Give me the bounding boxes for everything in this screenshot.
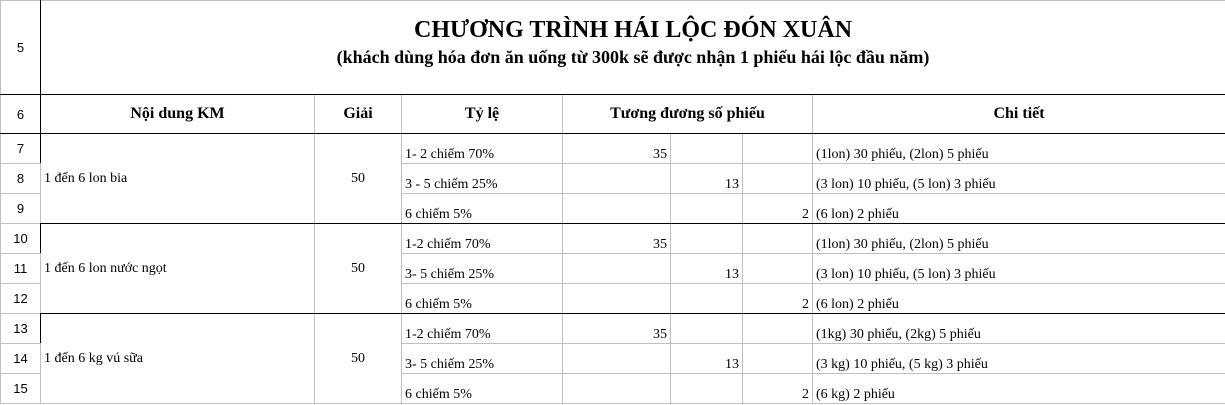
header-tickets[interactable]: Tương đương số phiếu — [563, 95, 813, 134]
group-prize-cell[interactable]: 50 — [315, 134, 402, 224]
tickets-cell-2[interactable]: 13 — [671, 164, 743, 194]
rate-cell[interactable]: 1- 2 chiếm 70% — [402, 134, 563, 164]
tickets-cell-2[interactable] — [671, 134, 743, 164]
group-prize-cell[interactable]: 50 — [315, 314, 402, 404]
group-name-cell[interactable]: 1 đến 6 kg vú sữa — [41, 314, 315, 404]
detail-cell[interactable]: (1lon) 30 phiếu, (2lon) 5 phiếu — [813, 224, 1225, 254]
tickets-cell-2[interactable]: 13 — [671, 344, 743, 374]
tickets-cell-2[interactable] — [671, 194, 743, 224]
tickets-cell-2[interactable] — [671, 224, 743, 254]
rate-cell[interactable]: 3- 5 chiếm 25% — [402, 344, 563, 374]
tickets-cell-1[interactable]: 35 — [563, 134, 671, 164]
rate-cell[interactable]: 1-2 chiếm 70% — [402, 224, 563, 254]
sheet-row-5 — [1, 1, 1225, 95]
tickets-cell-1[interactable] — [563, 194, 671, 224]
page-subtitle: (khách dùng hóa đơn ăn uống từ 300k sẽ được nhận 1 phiếu hái lộc đầu năm) — [336, 47, 930, 67]
row-header-12[interactable]: 12 — [1, 284, 41, 314]
tickets-cell-3[interactable]: 2 — [743, 194, 813, 224]
row-header-5[interactable]: 5 — [1, 1, 41, 95]
rate-cell[interactable]: 3 - 5 chiếm 25% — [402, 164, 563, 194]
tickets-cell-2[interactable] — [671, 314, 743, 344]
detail-cell[interactable]: (6 lon) 2 phiếu — [813, 194, 1225, 224]
rate-cell[interactable]: 6 chiếm 5% — [402, 374, 563, 404]
rate-cell[interactable]: 6 chiếm 5% — [402, 284, 563, 314]
row-header-15[interactable]: 15 — [1, 374, 41, 404]
row-header-8[interactable]: 8 — [1, 164, 41, 194]
tickets-cell-1[interactable]: 35 — [563, 224, 671, 254]
tickets-cell-2[interactable] — [671, 374, 743, 404]
tickets-cell-2[interactable] — [671, 284, 743, 314]
tickets-cell-1[interactable] — [563, 344, 671, 374]
detail-cell[interactable]: (3 kg) 10 phiếu, (5 kg) 3 phiếu — [813, 344, 1225, 374]
tickets-cell-3[interactable] — [743, 224, 813, 254]
tickets-cell-3[interactable] — [743, 254, 813, 284]
rate-cell[interactable]: 1-2 chiếm 70% — [402, 314, 563, 344]
table-row — [1, 314, 1225, 344]
rate-cell[interactable]: 6 chiếm 5% — [402, 194, 563, 224]
detail-cell[interactable]: (3 lon) 10 phiếu, (5 lon) 3 phiếu — [813, 164, 1225, 194]
table-row — [1, 224, 1225, 254]
table-row — [1, 134, 1225, 164]
tickets-cell-3[interactable] — [743, 134, 813, 164]
tickets-cell-1[interactable] — [563, 374, 671, 404]
title-cell[interactable] — [41, 1, 1225, 95]
row-header-9[interactable]: 9 — [1, 194, 41, 224]
tickets-cell-1[interactable] — [563, 164, 671, 194]
tickets-cell-1[interactable] — [563, 254, 671, 284]
header-details[interactable]: Chi tiết — [813, 95, 1225, 134]
tickets-cell-3[interactable] — [743, 314, 813, 344]
row-header-7[interactable]: 7 — [1, 134, 41, 164]
tickets-cell-1[interactable] — [563, 284, 671, 314]
group-name-cell[interactable]: 1 đến 6 lon bia — [41, 134, 315, 224]
tickets-cell-3[interactable]: 2 — [743, 284, 813, 314]
row-header-13[interactable]: 13 — [1, 314, 41, 344]
detail-cell[interactable]: (3 lon) 10 phiếu, (5 lon) 3 phiếu — [813, 254, 1225, 284]
detail-cell[interactable]: (1lon) 30 phiếu, (2lon) 5 phiếu — [813, 134, 1225, 164]
page-title: CHƯƠNG TRÌNH HÁI LỘC ĐÓN XUÂN — [414, 17, 853, 43]
tickets-cell-2[interactable]: 13 — [671, 254, 743, 284]
detail-cell[interactable]: (6 kg) 2 phiếu — [813, 374, 1225, 404]
header-rate[interactable]: Tỷ lệ — [402, 95, 563, 134]
header-content[interactable]: Nội dung KM — [41, 95, 315, 134]
row-header-6[interactable]: 6 — [1, 95, 41, 134]
tickets-cell-3[interactable] — [743, 164, 813, 194]
row-header-11[interactable]: 11 — [1, 254, 41, 284]
sheet-row-6 — [1, 95, 1225, 134]
group-name-cell[interactable]: 1 đến 6 lon nước ngọt — [41, 224, 315, 314]
tickets-cell-3[interactable] — [743, 344, 813, 374]
group-prize-cell[interactable]: 50 — [315, 224, 402, 314]
detail-cell[interactable]: (1kg) 30 phiếu, (2kg) 5 phiếu — [813, 314, 1225, 344]
row-header-14[interactable]: 14 — [1, 344, 41, 374]
row-header-10[interactable]: 10 — [1, 224, 41, 254]
header-prize[interactable]: Giải — [315, 95, 402, 134]
tickets-cell-3[interactable]: 2 — [743, 374, 813, 404]
tickets-cell-1[interactable]: 35 — [563, 314, 671, 344]
detail-cell[interactable]: (6 lon) 2 phiếu — [813, 284, 1225, 314]
rate-cell[interactable]: 3- 5 chiếm 25% — [402, 254, 563, 284]
